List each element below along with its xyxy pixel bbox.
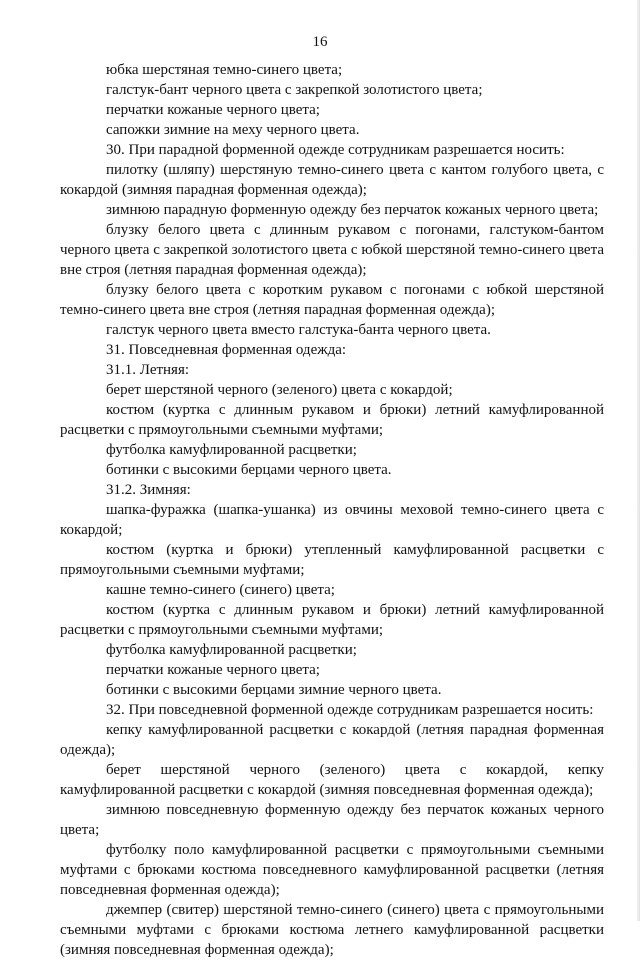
page-number: 16 — [312, 34, 328, 50]
paragraph: 30. При парадной форменной одежде сотрудникам разрешается носить: — [106, 142, 565, 158]
paragraph: сапожки зимние на меху черного цвета. — [106, 122, 360, 138]
paragraph: зимнюю повседневную форменную одежду без перчаток кожаных черного цвета; — [60, 802, 604, 838]
paragraph: ботинки с высокими берцами черного цвета. — [106, 462, 392, 478]
paragraph: зимнюю парадную форменную одежду без перчаток кожаных черного цвета; — [106, 202, 599, 218]
paragraph: блузку белого цвета с коротким рукавом с погонами с юбкой шерстяной темно-синего цвета вне строя (летняя парадная форменная одежда); — [60, 282, 604, 318]
paragraph: берет шерстяной черного (зеленого) цвета с кокардой; — [106, 382, 453, 398]
paragraph: 32. При повседневной форменной одежде сотрудникам разрешается носить: — [106, 702, 594, 718]
paragraph: костюм (куртка с длинным рукавом и брюки) летний камуфлированной расцветки с прямоугольными съемными муфтами; — [60, 402, 604, 438]
paragraph: галстук черного цвета вместо галстука-банта черного цвета. — [106, 322, 491, 338]
paragraph: шапка-фуражка (шапка-ушанка) из овчины меховой темно-синего цвета с кокардой; — [60, 502, 604, 538]
paragraph: футболка камуфлированной расцветки; — [106, 442, 357, 458]
paragraph: костюм (куртка с длинным рукавом и брюки) летний камуфлированной расцветки с прямоугольными съемными муфтами; — [60, 602, 604, 638]
paragraph: берет шерстяной черного (зеленого) цвета с кокардой, кепку камуфлированной расцветки с кокардой (зимняя повседневная форменная одежда); — [60, 762, 604, 798]
paragraph: галстук-бант черного цвета с закрепкой золотистого цвета; — [106, 82, 483, 98]
paragraph: перчатки кожаные черного цвета; — [106, 662, 320, 678]
paragraph: джемпер (свитер) шерстяной темно-синего (синего) цвета с прямоугольными съемными муфтами с брюками костюма летнего камуфлированной расцветки (зимняя повседневная форменная одежда); — [60, 902, 604, 958]
paragraph: футболку поло камуфлированной расцветки с прямоугольными съемными муфтами с брюками костюма повседневного камуфлированной расцветки (летняя повседневная форменная одежда); — [60, 842, 604, 898]
paragraph: ботинки с высокими берцами зимние черного цвета. — [106, 682, 442, 698]
paragraph: 31.1. Летняя: — [106, 362, 190, 378]
paragraph: блузку белого цвета с длинным рукавом с погонами, галстуком-бантом черного цвета с закрепкой золотистого цвета с юбкой шерстяной темно-синего цвета вне строя (летняя парадная форменная одежда); — [60, 222, 604, 278]
paragraph: кепку камуфлированной расцветки с кокардой (летняя парадная форменная одежда); — [60, 722, 604, 758]
paragraph: 31. Повседневная форменная одежда: — [106, 342, 347, 358]
paragraph: юбка шерстяная темно-синего цвета; — [106, 62, 343, 78]
paragraph: кашне темно-синего (синего) цвета; — [106, 582, 335, 598]
document-body — [60, 60, 604, 960]
paragraph: футболка камуфлированной расцветки; — [106, 642, 357, 658]
paragraph: перчатки кожаные черного цвета; — [106, 102, 320, 118]
paragraph: пилотку (шляпу) шерстяную темно-синего цвета с кантом голубого цвета, с кокардой (зимняя парадная форменная одежда); — [60, 162, 604, 198]
paragraph: 31.2. Зимняя: — [106, 482, 191, 498]
paragraph: костюм (куртка и брюки) утепленный камуфлированной расцветки с прямоугольными съемными муфтами; — [60, 542, 604, 578]
